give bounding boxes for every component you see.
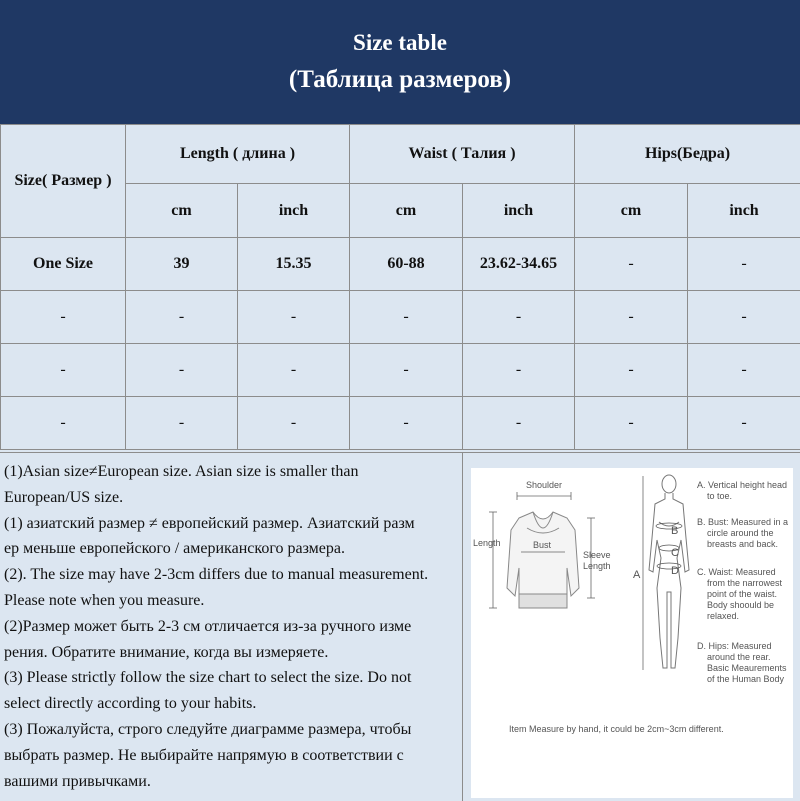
unit-header: cm [350, 184, 463, 238]
table-row [1, 291, 800, 344]
table-cell: - [688, 238, 800, 291]
size-column-header: Size( Размер ) [1, 125, 126, 238]
table-cell: - [463, 344, 575, 397]
note-b-line: circle around the [707, 528, 774, 538]
bust-label: Bust [533, 540, 552, 550]
unit-header: inch [688, 184, 800, 238]
note-b-line: breasts and back. [707, 539, 778, 549]
note-d-line: around the rear. [707, 652, 771, 662]
table-cell: - [126, 397, 238, 450]
figure-footer-note: Item Measure by hand, it could be 2cm~3cm different. [509, 724, 724, 734]
unit-header: inch [238, 184, 350, 238]
letter-a: A [633, 569, 641, 581]
table-cell: - [126, 344, 238, 397]
measurement-diagram-svg [471, 468, 793, 798]
note-a-line: A. Vertical height head [697, 480, 787, 490]
table-cell: - [688, 344, 800, 397]
table-cell: - [575, 397, 688, 450]
table-row [1, 344, 800, 397]
table-cell: 23.62-34.65 [463, 238, 575, 291]
length-label: Length [473, 538, 501, 548]
note-line: Please note when you measure. [0, 588, 462, 614]
measurement-figure-panel [462, 452, 800, 801]
note-line: рения. Обратите внимание, когда вы измеряете. [0, 640, 462, 666]
note-line: (2)Размер может быть 2-3 см отличается из-за ручного изме [0, 614, 462, 640]
size-table [0, 124, 800, 450]
table-cell: - [238, 291, 350, 344]
unit-header: cm [575, 184, 688, 238]
body-illustration [649, 475, 689, 668]
page-subtitle: (Таблица размеров) [0, 66, 800, 94]
shoulder-label: Shoulder [526, 480, 562, 490]
table-cell: 39 [126, 238, 238, 291]
table-cell: - [350, 344, 463, 397]
table-cell: - [575, 291, 688, 344]
letter-d: D [671, 565, 679, 577]
table-cell: 15.35 [238, 238, 350, 291]
note-line: выбрать размер. Не выбирайте напрямую в соответствии с [0, 743, 462, 769]
sleeve-length-label: Length [583, 561, 611, 571]
waist-group-header: Waist ( Талия ) [350, 125, 575, 184]
note-d-line: D. Hips: Measured [697, 641, 772, 651]
note-line: (3) Please strictly follow the size chart to select the size. Do not [0, 665, 462, 691]
note-line: ер меньше европейского / американского размера. [0, 536, 462, 562]
note-a-line: to toe. [707, 491, 732, 501]
note-b-line: B. Bust: Measured in a [697, 517, 788, 527]
table-cell: - [350, 291, 463, 344]
table-cell: - [463, 397, 575, 450]
note-line: (1)Asian size≠European size. Asian size is smaller than [0, 459, 462, 485]
note-line: (3) Пожалуйста, строго следуйте диаграмме размера, чтобы [0, 717, 462, 743]
table-cell: - [688, 397, 800, 450]
table-cell: - [1, 291, 126, 344]
table-cell: - [1, 344, 126, 397]
note-line: select directly according to your habits. [0, 691, 462, 717]
note-line: European/US size. [0, 485, 462, 511]
table-cell: - [463, 291, 575, 344]
table-cell: - [688, 291, 800, 344]
note-c-line: C. Waist: Measured [697, 567, 776, 577]
table-row [1, 238, 800, 291]
note-line: вашими привычками. [0, 769, 462, 795]
size-notes [0, 452, 462, 801]
length-group-header: Length ( длина ) [126, 125, 350, 184]
note-line: (2). The size may have 2-3cm differs due to manual measurement. [0, 562, 462, 588]
letter-c: C [671, 547, 679, 559]
table-cell: - [126, 291, 238, 344]
table-row [1, 397, 800, 450]
table-cell: 60-88 [350, 238, 463, 291]
unit-header: cm [126, 184, 238, 238]
table-cell: One Size [1, 238, 126, 291]
table-cell: - [238, 397, 350, 450]
table-cell: - [350, 397, 463, 450]
table-cell: - [575, 344, 688, 397]
measurement-diagram [471, 468, 793, 798]
table-cell: - [238, 344, 350, 397]
letter-b: B [671, 525, 678, 537]
header-banner [0, 0, 800, 124]
note-c-line: Body shoould be [707, 600, 774, 610]
table-cell: - [575, 238, 688, 291]
sleeve-label: Sleeve [583, 550, 611, 560]
note-d-line: of the Human Body [707, 674, 785, 684]
note-line: (1) азиатский размер ≠ европейский размер. Азиатский разм [0, 511, 462, 537]
hips-group-header: Hips(Бедра) [575, 125, 800, 184]
unit-header: inch [463, 184, 575, 238]
note-c-line: point of the waist. [707, 589, 777, 599]
note-c-line: relaxed. [707, 611, 739, 621]
note-c-line: from the narrowest [707, 578, 783, 588]
garment-illustration [507, 512, 579, 608]
table-cell: - [1, 397, 126, 450]
note-d-line: Basic Meaurements [707, 663, 787, 673]
page-title: Size table [0, 30, 800, 56]
